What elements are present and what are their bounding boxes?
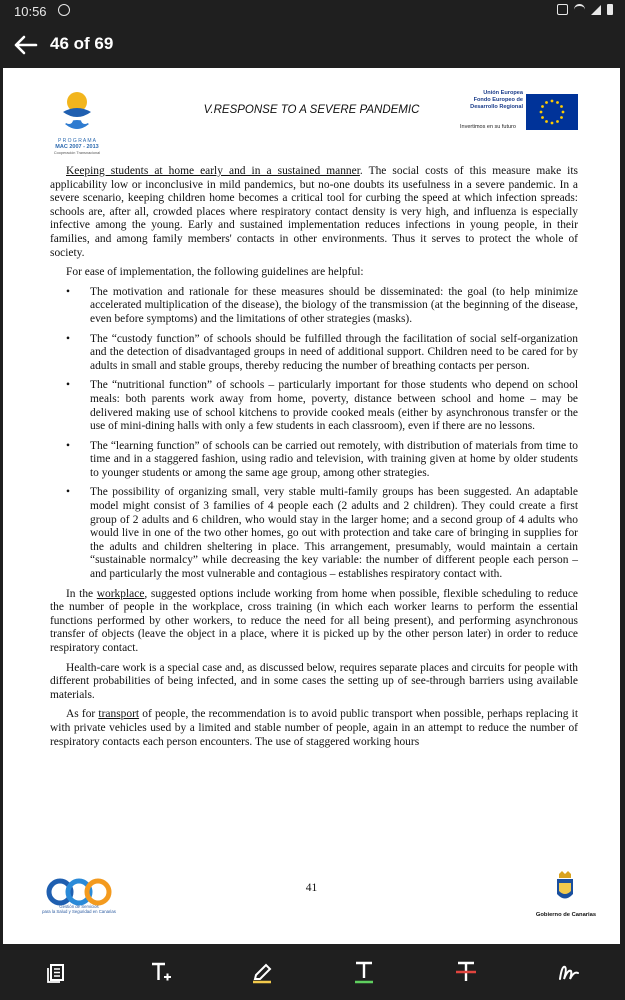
paragraph-transport-text: of people, the recommendation is to avoid public transport when possible, perhaps replacing it with private vehicles used by a limited and stable number of people, again in an attempt to reduce the number of respiratory contacts each person encounters. The use of staggered working hours: [50, 708, 578, 748]
status-bar: [0, 0, 625, 24]
gsc-line1: Gestión de Servicios: [59, 904, 99, 909]
paragraph-workplace-text: , suggested options include working from home when possible, flexible scheduling to reduce the number of people in the workplace, cross training (in which each worker learns to perform the essential functions performed by other workers, to reduce the need for all being present), and performing asynchronous transfer of objects (leave the object in a place, where it is picked up by the other person later) in order to reduce respiratory contact.: [50, 587, 578, 654]
add-text-button[interactable]: [148, 959, 174, 985]
eu-line2: Fondo Europeo de: [473, 97, 523, 103]
paragraph-health-care: Health-care work is a special case and, as discussed below, requires separate places and circuits for people with different probabilities of being infected, and in some cases the setting up of see-through barriers using available materials.: [50, 661, 578, 701]
battery-icon: [607, 4, 613, 15]
whatsapp-notification-icon: [58, 4, 70, 16]
list-item-text: The “custody function” of schools should be fulfilled through the facilitation of social self-organization and the detection of disadvantaged groups in need of additional support. Children need to be cared for by adults in small and stable groups, thereby reducing the number of breathing contacts per person.: [90, 332, 578, 372]
list-item-text: The motivation and rationale for these measures should be disseminated: the goal (to help minimize accelerated multiplication of the disease), the biology of the transmission (at the beginning of the disease, even before symptoms) and the limitations of other strategies (masks).: [90, 285, 578, 325]
page-counter: 46 of 69: [50, 34, 114, 53]
page-list-button[interactable]: [44, 959, 70, 985]
paragraph-students-text: . The social costs of this measure make its applicability low or inconclusive in mild pandemics, but no-one doubts its usefulness in a severe pandemic. In a severe scenario, keeping children home becomes a critical tool for curbing the speed at which infection spreads: schools are, after all, crowded places where respiratory contact density is very high, and influenza is especially infective among the young. Early and sustained implementation reduces infections in young people, in their families, and among family members' contacts in other environments. Thus it serves to protect the whole of society.: [50, 165, 578, 259]
text-add-icon: [148, 959, 174, 985]
paragraph-students: [50, 165, 578, 260]
freehand-draw-button[interactable]: [556, 959, 582, 985]
status-time: 10:56: [14, 4, 47, 19]
signature-icon: [556, 959, 582, 985]
pages-icon: [44, 959, 70, 985]
section-header-title: V.RESPONSE TO A SEVERE PANDEMIC: [203, 104, 420, 116]
list-item: [50, 379, 578, 433]
paragraph-transport-pre: As for: [66, 708, 99, 721]
gobierno-canarias-crest-icon: [554, 870, 576, 904]
gsc-line2: para la Salud y Seguridad en Canarias: [42, 909, 116, 914]
app-bar: [0, 24, 625, 66]
guidelines-list: [50, 286, 578, 582]
bullet-icon: •: [66, 379, 71, 392]
status-icons: [557, 4, 613, 15]
paragraph-workplace: [50, 588, 578, 656]
bullet-icon: •: [66, 285, 71, 298]
mac-line2: MAC 2007 - 2013: [55, 144, 99, 150]
annotation-toolbar: [0, 945, 625, 1000]
workplace-underlined: workplace: [96, 587, 145, 600]
document-page[interactable]: [3, 68, 620, 944]
transport-underlined: transport: [98, 708, 140, 721]
mac-line1: P R O G R A M A: [58, 138, 96, 144]
arrow-left-icon: [12, 32, 40, 58]
eu-text: [443, 90, 523, 111]
underline-button[interactable]: [351, 959, 377, 985]
list-item-text: The “learning function” of schools can be carried out remotely, with distribution of materials from time to time and in a staggered fashion, using radio and television, with training given at home by older students to younger students or among the same age group, among other strategies.: [90, 439, 578, 479]
text-strikethrough-icon: [453, 959, 479, 985]
list-item: [50, 486, 578, 581]
wifi-icon: [574, 4, 585, 15]
eu-funding-block: [443, 88, 583, 136]
back-button[interactable]: [12, 32, 40, 58]
eu-flag-icon: [526, 94, 578, 130]
list-item-text: The “nutritional function” of schools – particularly important for those students who depend on school meals: both parents work away from home, poverty, distance between school and home – may be delivered making use of school kitchens to provide cooked meals (either by asynchronous transfer or the use of mini-dining halls with only a few students in each classroom), even if there are no lessons.: [90, 379, 578, 433]
mac-program-caption: [49, 138, 105, 156]
bullet-icon: •: [66, 332, 71, 345]
eu-line1: Unión Europea: [483, 90, 523, 96]
gobierno-canarias-label: Gobierno de Canarias: [535, 912, 597, 918]
mute-icon: [557, 4, 568, 15]
eu-motto: Invertimos en su futuro: [460, 124, 516, 130]
list-item: [50, 286, 578, 327]
highlighter-icon: [249, 959, 275, 985]
text-underline-icon: [351, 959, 377, 985]
gsc-caption: [37, 904, 121, 914]
bullet-icon: •: [66, 486, 71, 499]
paragraph-lead-underlined: Keeping students at home early and in a sustained manner: [66, 165, 360, 177]
eu-line3: Desarrollo Regional: [470, 104, 523, 110]
paragraph-workplace-pre: In the: [66, 587, 97, 600]
signal-icon: [591, 5, 601, 15]
page-number: 41: [305, 882, 318, 894]
mac-line3: Cooperación Transnacional: [53, 151, 101, 155]
strikethrough-button[interactable]: [453, 959, 479, 985]
document-body[interactable]: [50, 165, 578, 755]
paragraph-guidelines-intro: For ease of implementation, the following guidelines are helpful:: [66, 266, 364, 279]
highlight-button[interactable]: [249, 959, 275, 985]
bullet-icon: •: [66, 439, 71, 452]
list-item-text: The possibility of organizing small, very stable multi-family groups has been suggested. An adaptable model might consist of 3 families of 4 people each (2 adults and 2 children). They could create a first group of 2 adults and 6 children, who would stay in the larger home; and a second group of 4 adults who would live in one of the two other homes, go out with protection and take care of bringing in supplies for the adults and children sheltering in place. This arrangement, presumably, would maintain a certain “sustainable normalcy” while decreasing the key variable: the number of different people each person – and particularly the most vulnerable and contagious – establishes respiratory contact with.: [90, 486, 578, 581]
list-item: [50, 333, 578, 374]
paragraph-transport: [50, 708, 578, 749]
list-item: [50, 440, 578, 481]
